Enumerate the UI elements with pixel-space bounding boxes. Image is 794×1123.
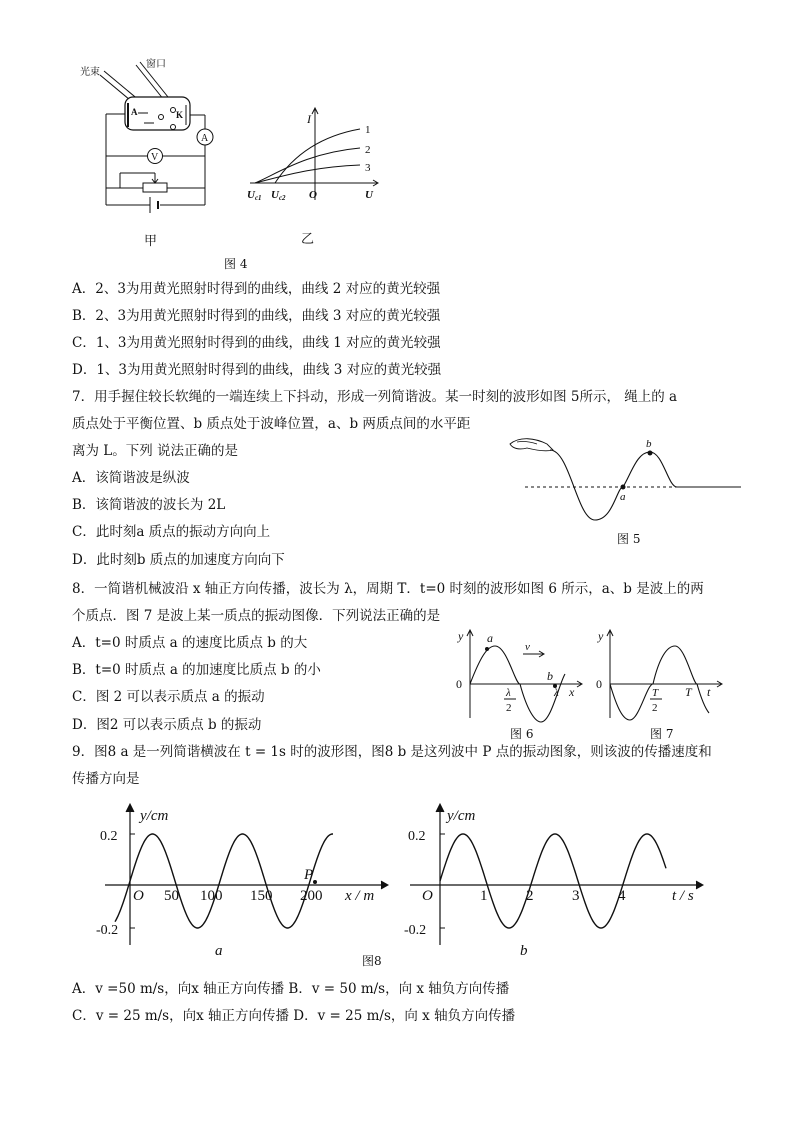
fig8a-origin: O: [133, 888, 144, 904]
fig5-rope-wave: [505, 432, 745, 527]
fig6-a-label: a: [487, 631, 493, 645]
fig5-caption: 图 5: [617, 532, 641, 546]
fig6-lambda: λ: [554, 687, 559, 699]
fig8b-pos-tick: 0.2: [408, 829, 426, 844]
graph-origin: O: [309, 189, 317, 201]
fig4-circuit-caption: 甲: [144, 234, 158, 249]
curve-2-label: 2: [365, 144, 371, 156]
q7-option-d: D．此时刻b 质点的加速度方向向下: [72, 552, 285, 568]
svg-text:Uc2: Uc2: [271, 189, 286, 202]
fig8b-sub: b: [520, 943, 528, 959]
fig8a-p-label: P: [304, 867, 314, 883]
q9-options-line1: A．v =50 m/s，向x 轴正方向传播 B．v = 50 m/s，向 x 轴负方向传播: [72, 981, 510, 997]
fig8a-wave-graph: [95, 800, 395, 960]
voltmeter-label: V: [151, 152, 159, 163]
q7-option-a: A．该简谐波是纵波: [72, 470, 190, 486]
fig4-caption: 图 4: [224, 257, 248, 271]
q6-option-b: B．2、3为用黄光照射时得到的曲线，曲线 3 对应的黄光较强: [72, 308, 441, 324]
fig8-caption: 图8: [362, 954, 382, 968]
fig4-iu-graph: [245, 105, 385, 205]
fig8a-neg-tick: -0.2: [96, 923, 119, 938]
fig8b-origin: O: [422, 888, 433, 904]
light-beam-label: 光束: [80, 67, 100, 78]
curve-1-label: 1: [365, 124, 371, 136]
fig6-waveform: [455, 628, 585, 723]
q6-option-a: A．2、3为用黄光照射时得到的曲线，曲线 2 对应的黄光较强: [72, 281, 441, 297]
fig6-b-label: b: [547, 669, 553, 683]
q8-stem-line2: 个质点．图 7 是波上某一质点的振动图像．下列说法正确的是: [72, 608, 441, 624]
fig7-caption: 图 7: [650, 727, 674, 741]
fig8a-tick-200: 200: [300, 888, 323, 904]
fig8b-tick-3: 3: [572, 888, 580, 904]
fig6-zero: 0: [456, 677, 462, 691]
q8-option-d: D．图2 可以表示质点 b 的振动: [72, 717, 262, 733]
fig8a-y-label: y/cm: [140, 808, 169, 824]
fig8a-x-label: x / m: [345, 888, 375, 904]
q7-stem-line2: 质点处于平衡位置、b 质点处于波峰位置，a、b 两质点间的水平距: [72, 416, 471, 432]
fig4-graph-caption: 乙: [301, 232, 315, 247]
q7-option-b: B．该简谐波的波长为 2L: [72, 497, 226, 513]
graph-i-label: I: [307, 112, 311, 126]
fig8a-pos-tick: 0.2: [100, 829, 118, 844]
fig7-y-label: y: [598, 629, 604, 643]
fig8b-tick-2: 2: [526, 888, 534, 904]
fig7-vibration-graph: [595, 628, 725, 723]
fig8b-tick-1: 1: [480, 888, 488, 904]
q8-option-a: A．t=0 时质点 a 的速度比质点 b 的大: [72, 635, 308, 651]
fig8b-tick-4: 4: [618, 888, 626, 904]
svg-text:Uc1: Uc1: [247, 189, 262, 202]
q9-options-line2: C．v = 25 m/s，向x 轴正方向传播 D．v = 25 m/s，向 x 轴负方向传播: [72, 1008, 516, 1024]
fig8a-sub: a: [215, 943, 223, 959]
q8-option-b: B．t=0 时质点 a 的加速度比质点 b 的小: [72, 662, 321, 678]
fig6-half-lambda-num: λ: [506, 687, 511, 699]
fig6-v-label: v: [525, 641, 530, 653]
q6-option-d: D．1、3为用黄光照射时得到的曲线，曲线 3 对应的黄光较强: [72, 362, 442, 378]
fig6-y-label: y: [458, 629, 464, 643]
fig5-a-label: a: [620, 491, 626, 503]
fig4-circuit-diagram: [70, 55, 230, 230]
fig7-zero: 0: [596, 677, 602, 691]
window-label: 窗口: [146, 59, 166, 70]
fig8b-y-label: y/cm: [447, 808, 476, 824]
fig8b-x-label: t / s: [672, 888, 694, 904]
q7-stem-line3: 离为 L。下列 说法正确的是: [72, 443, 239, 459]
fig7-half-t-num: T: [652, 687, 659, 699]
uc2-label: U: [271, 189, 279, 201]
q7-option-c: C．此时刻a 质点的振动方向向上: [72, 524, 271, 540]
fig5-b-label: b: [646, 438, 652, 450]
q9-stem-line1: 9．图8 a 是一列简谐横波在 t = 1s 时的波形图，图8 b 是这列波中 P 点的振动图象，则该波的传播速度和: [72, 744, 712, 760]
fig7-t-label: t: [707, 685, 711, 699]
fig7-t-period: T: [685, 685, 692, 699]
fig8a-tick-50: 50: [164, 888, 179, 904]
q8-stem-line1: 8．一简谐机械波沿 x 轴正方向传播，波长为 λ，周期 T．t=0 时刻的波形如图 6 所示，a、b 是波上的两: [72, 581, 704, 597]
fig8b-vibration-graph: [400, 800, 710, 960]
fig7-half-t-den: 2: [652, 702, 658, 714]
graph-u-label: U: [365, 189, 373, 201]
anode-label: A: [131, 107, 138, 117]
fig6-x-label: x: [569, 685, 575, 699]
q6-option-c: C．1、3为用黄光照射时得到的曲线，曲线 1 对应的黄光较强: [72, 335, 441, 351]
q7-stem-line1: 7．用手握住较长软绳的一端连续上下抖动，形成一列简谐波。某一时刻的波形如图 5所示， 绳上的 a: [72, 389, 678, 405]
uc1-label: U: [247, 189, 255, 201]
fig6-half-lambda-den: 2: [506, 702, 512, 714]
cathode-label: K: [176, 110, 184, 120]
fig8a-tick-150: 150: [250, 888, 273, 904]
curve-3-label: 3: [365, 162, 371, 174]
q9-stem-line2: 传播方向是: [72, 771, 140, 787]
q8-option-c: C．图 2 可以表示质点 a 的振动: [72, 689, 265, 705]
fig6-caption: 图 6: [510, 727, 534, 741]
fig8a-tick-100: 100: [200, 888, 223, 904]
fig8b-neg-tick: -0.2: [404, 923, 427, 938]
ammeter-label: A: [201, 133, 209, 144]
